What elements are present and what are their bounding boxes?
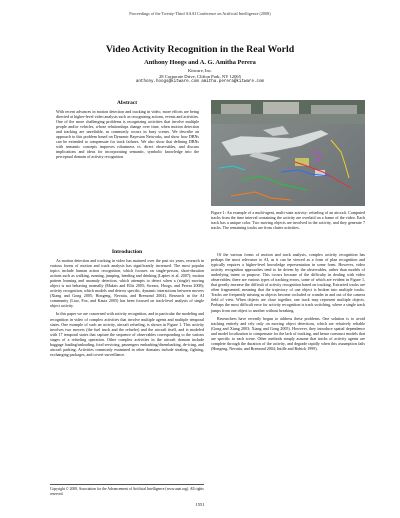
- figure-1-caption: Figure 1: An example of a multi-agent, multi-state activity: refueling of an aircraft. Computed tracks from the time interval containing the activity are overlaid on a frame of the video. Each track has a unique color. Two moving objects are involved in the activity, and they generate 7 tracks. The remaining tracks are from clutter activities.: [211, 210, 365, 231]
- introduction-heading: Introduction: [111, 249, 143, 255]
- paper-title: Video Activity Recognition in the Real World: [105, 44, 295, 55]
- introduction-body: [50, 258, 204, 360]
- page-number: 1551: [195, 502, 205, 507]
- proceedings-header: Proceedings of the Twenty-Third AAAI Conference on Artificial Intelligence (2008): [129, 11, 271, 16]
- abstract-text: With recent advances in motion detection and tracking in video, more efforts are being directed at higher-level video analysis such as recognizing actions, events and activities. One of the more challenging problems is recognizing activities that involve multiple people and/or vehicles, whose relationships change over time, when motion detection and tracking are unreliable, as commonly occurs in busy scenes. We describe an approach to this problem based on Dynamic Bayesian Networks, and show how DBNs can be extended to compensate for track failures. We also show that defining DBNs with semantic concepts improves robustness vs. direct observables, and discuss implications and ideas for incorporating semantic, symbolic knowledge into the perceptual domain of activity recognition.: [56, 109, 199, 160]
- right-paragraph-2: Researchers have recently begun to address these problems. One solution is to avoid tracking entirely and rely only on moving object detections, which are relatively reliable (Gong and Xiang 2003; Xiang and Gong 2005). However, they introduce spatial dependence and model localization to compensate for the lack of tracking, and hence construct models that are specific to each scene. Other methods simply assume that tracks of activity agents are complete through the duration of the activity, and degrade rapidly when this assumption fails (Hongeng, Nevatia, and Bremond 2004; Intille and Bobick 1999).: [211, 315, 365, 351]
- right-paragraph-1: Of the various forms of motion and track analysis, complex activity recognition has perhaps the most relevance to AI, as it can be viewed as a form of plan recognition and typically requires a higher-level knowledge representation in some form. However, video activity recognition approaches tend to be driven by the observables, rather than models of underlying intent or purpose. This occurs because of the difficulty in dealing with video observables; there are various types of tracking errors, some of which are evident in Figure 1, that greatly increase the difficult of activity recognition based on tracking. Extracted tracks are often fragmented, meaning that the trajectory of one object is broken into multiple tracks. Tracks are frequently missing as objects become occluded or wander in and out of the camera field of view. When objects are close together, one track may represent multiple objects. Perhaps the most difficult error for activity recognition is track switching, where a single track jumps from one object to another without breaking.: [211, 252, 365, 313]
- paper-authors: Anthony Hoogs and A. G. Amitha Perera: [144, 59, 256, 66]
- right-column-body: [211, 252, 365, 354]
- author-emails: anthony.hoogs@kitware.com amitha.perera@kitware.com: [135, 80, 265, 84]
- affiliation-line-2: 28 Corporate Drive, Clifton Park, NY 12065: [159, 74, 241, 79]
- abstract-heading: Abstract: [116, 100, 138, 106]
- copyright-notice: Copyright © 2008, Association for the Advancement of Artificial Intelligence (www.aaai.org). All rights reserved.: [50, 484, 204, 496]
- figure-1-image: [211, 100, 365, 206]
- affiliation-line-1: Kitware, Inc.: [187, 68, 213, 73]
- intro-paragraph-1: As motion detection and tracking in video has matured over the past six years, research in various forms of motion and track analysis has significantly increased. The most popular topics include human action recognition, which focuses on single-person, short-duration actions such as walking, running, jumping, bending and drinking (Laptev et al. 2007); motion pattern learning and anomaly detection, which attempts to detect when a (single) moving object is not behaving normally (Makris and Ellis 2005; Swears, Hoogs, and Perera 2008); activity recognition, which models and detects specific, dynamic interactions between movers (Xiang and Gong 2005; Hongeng, Nevatia, and Bremond 2004). Research in the AI community (Liao, Fox, and Kautz 2005) has been focused on track-level analysis of single object activity.: [50, 258, 204, 309]
- intro-paragraph-2: In this paper we are concerned with activity recognition, and in particular the modeling and recognition in video of complex activities that involve multiple agents and multiple temporal states. One example of such an activity, aircraft refueling, is shown in Figure 1. This activity involves two movers (the fuel truck and the refueler) and the aircraft itself, and is modeled with 17 temporal states that capture the sequence of observables corresponding to the various stages of a refueling operation. Other complex activities in the aircraft domain include baggage loading/unloading, food servicing, passengers embarking/disembarking, de-icing, and aircraft parking. Activities commonly examined in other domains include stealing, fighting, exchanging packages, and covert surveillance.: [50, 311, 204, 357]
